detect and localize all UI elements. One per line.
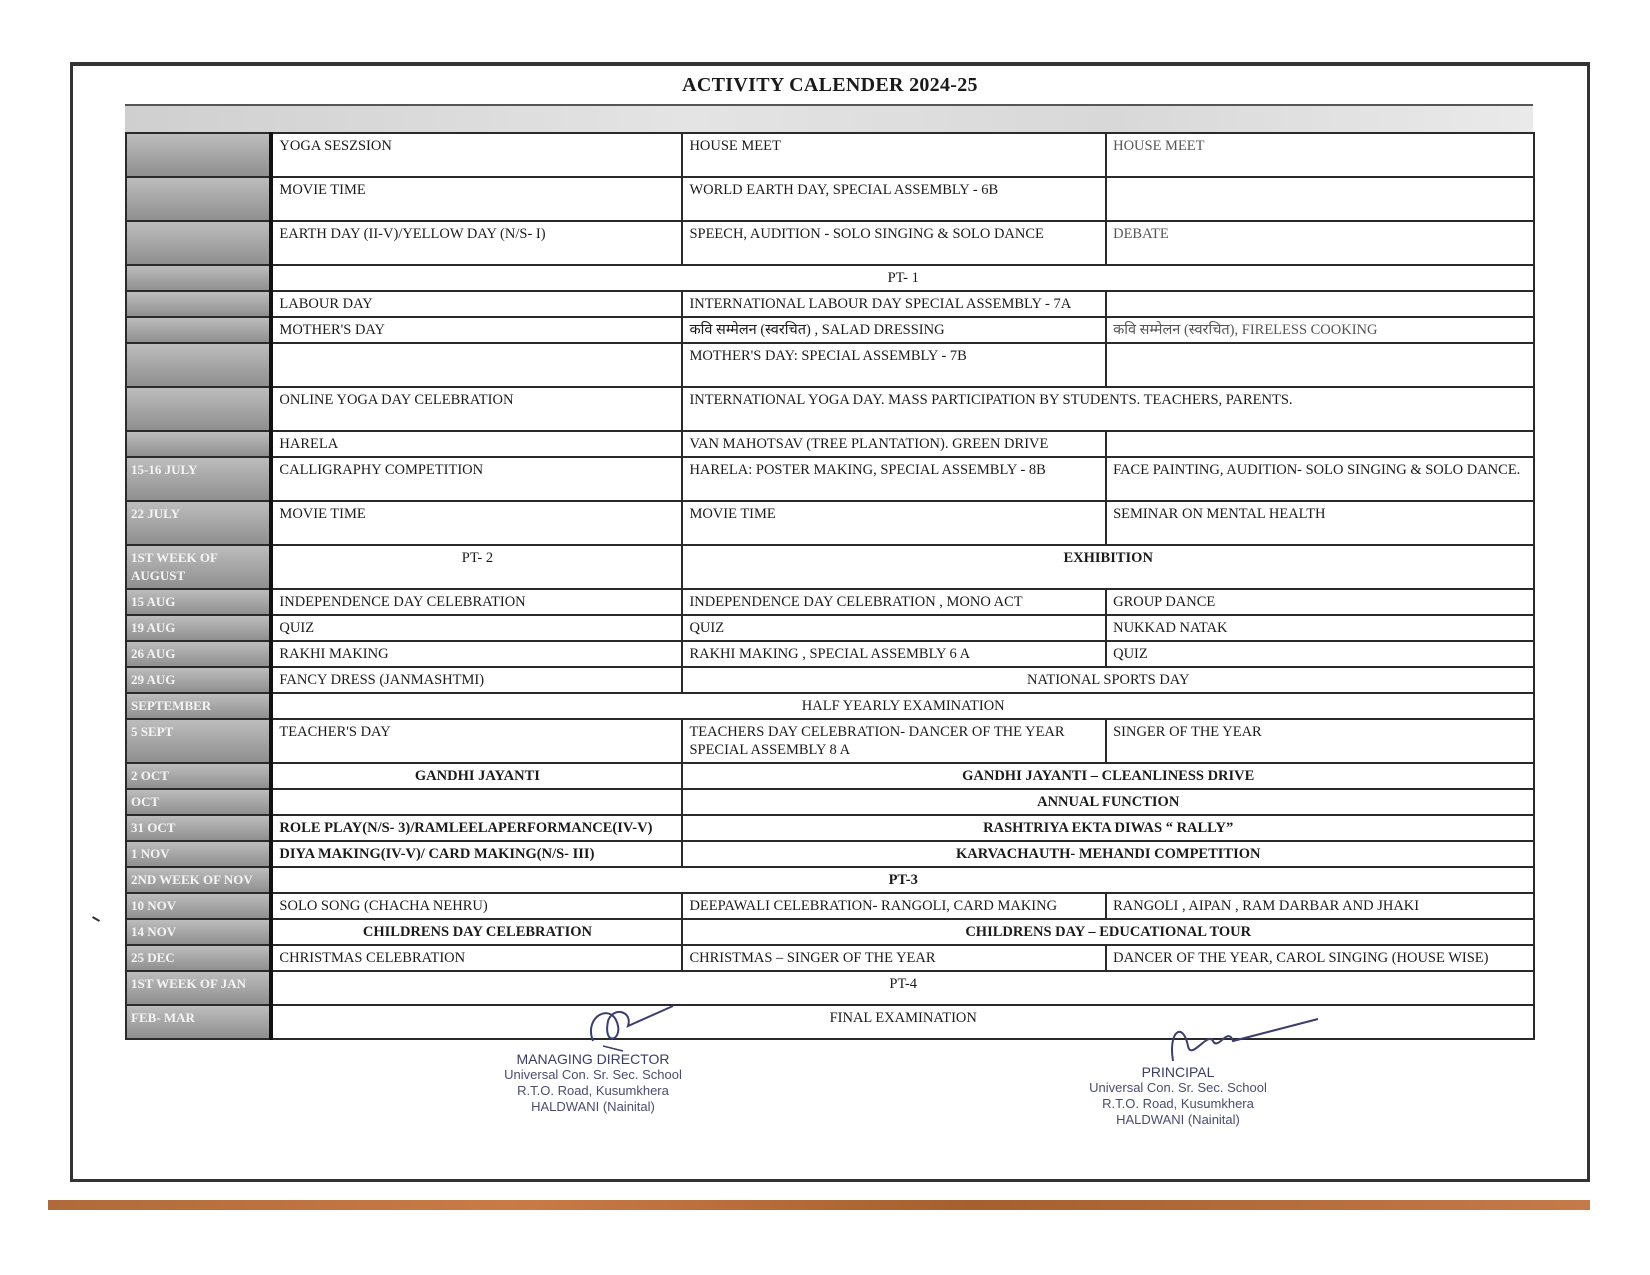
date-cell: 22 JULY	[126, 501, 271, 545]
table-row	[126, 343, 1534, 387]
activity-cell: FACE PAINTING, AUDITION- SOLO SINGING & SOLO DANCE.	[1106, 457, 1534, 501]
table-row	[126, 457, 1534, 501]
table-row	[126, 667, 1534, 693]
date-cell	[126, 317, 271, 343]
date-cell: 15 AUG	[126, 589, 271, 615]
activity-cell: INTERNATIONAL LABOUR DAY SPECIAL ASSEMBLY - 7A	[682, 291, 1106, 317]
activity-cell: GANDHI JAYANTI	[271, 763, 682, 789]
activity-cell	[271, 343, 682, 387]
date-cell	[126, 133, 271, 177]
date-cell	[126, 431, 271, 457]
activity-cell: TEACHER'S DAY	[271, 719, 682, 763]
activity-cell: DEEPAWALI CELEBRATION- RANGOLI, CARD MAKING	[682, 893, 1106, 919]
date-cell: 1 NOV	[126, 841, 271, 867]
date-cell: FEB- MAR	[126, 1005, 271, 1039]
date-cell	[126, 291, 271, 317]
merged-cell: ANNUAL FUNCTION	[682, 789, 1534, 815]
date-cell	[126, 343, 271, 387]
table-row	[126, 763, 1534, 789]
activity-cell: कवि सम्मेलन (स्वरचित) , SALAD DRESSING	[682, 317, 1106, 343]
date-cell	[126, 387, 271, 431]
activity-cell: HOUSE MEET	[1106, 133, 1534, 177]
merged-cell: RASHTRIYA EKTA DIWAS “ RALLY”	[682, 815, 1534, 841]
activity-cell: HOUSE MEET	[682, 133, 1106, 177]
managing-director-signature	[573, 996, 683, 1056]
date-cell: OCT	[126, 789, 271, 815]
managing-director-stamp	[493, 1051, 693, 1115]
activity-cell: QUIZ	[271, 615, 682, 641]
activity-cell: DANCER OF THE YEAR, CAROL SINGING (HOUSE WISE)	[1106, 945, 1534, 971]
stamp-line: R.T.O. Road, Kusumkhera	[517, 1083, 669, 1098]
table-row	[126, 431, 1534, 457]
table-row	[126, 693, 1534, 719]
activity-cell: ONLINE YOGA DAY CELEBRATION	[271, 387, 682, 431]
activity-cell: कवि सम्मेलन (स्वरचित), FIRELESS COOKING	[1106, 317, 1534, 343]
date-cell: 15-16 JULY	[126, 457, 271, 501]
activity-cell: SINGER OF THE YEAR	[1106, 719, 1534, 763]
table-row	[126, 971, 1534, 1005]
activity-cell	[1106, 343, 1534, 387]
activity-cell: MOTHER'S DAY	[271, 317, 682, 343]
table-row	[126, 841, 1534, 867]
activity-cell: DEBATE	[1106, 221, 1534, 265]
activity-cell: RAKHI MAKING	[271, 641, 682, 667]
activity-cell: LABOUR DAY	[271, 291, 682, 317]
merged-cell: PT- 1	[271, 265, 1534, 291]
activity-cell: MOTHER'S DAY: SPECIAL ASSEMBLY - 7B	[682, 343, 1106, 387]
activity-cell: ROLE PLAY(N/S- 3)/RAMLEELAPERFORMANCE(IV-V)	[271, 815, 682, 841]
table-row	[126, 945, 1534, 971]
table-row	[126, 589, 1534, 615]
table-row	[126, 387, 1534, 431]
table-row	[126, 615, 1534, 641]
activity-cell: GROUP DANCE	[1106, 589, 1534, 615]
activity-cell	[1106, 431, 1534, 457]
date-cell: 1ST WEEK OF JAN	[126, 971, 271, 1005]
date-cell: 29 AUG	[126, 667, 271, 693]
calendar-sheet	[70, 62, 1590, 1182]
principal-signature	[1153, 1011, 1323, 1071]
activity-cell: TEACHERS DAY CELEBRATION- DANCER OF THE YEAR SPECIAL ASSEMBLY 8 A	[682, 719, 1106, 763]
activity-cell: MOVIE TIME	[271, 177, 682, 221]
activity-cell: NUKKAD NATAK	[1106, 615, 1534, 641]
table-row	[126, 867, 1534, 893]
date-cell: 2 OCT	[126, 763, 271, 789]
activity-cell: EARTH DAY (II-V)/YELLOW DAY (N/S- I)	[271, 221, 682, 265]
activity-cell: INDEPENDENCE DAY CELEBRATION	[271, 589, 682, 615]
date-cell: 2ND WEEK OF NOV	[126, 867, 271, 893]
date-cell: 26 AUG	[126, 641, 271, 667]
activity-cell: SEMINAR ON MENTAL HEALTH	[1106, 501, 1534, 545]
activity-cell: CALLIGRAPHY COMPETITION	[271, 457, 682, 501]
date-cell	[126, 221, 271, 265]
stamp-role: MANAGING DIRECTOR	[516, 1051, 670, 1067]
merged-cell: INTERNATIONAL YOGA DAY. MASS PARTICIPATION BY STUDENTS. TEACHERS, PARENTS.	[682, 387, 1534, 431]
activity-cell: INDEPENDENCE DAY CELEBRATION , MONO ACT	[682, 589, 1106, 615]
table-row	[126, 893, 1534, 919]
table-row	[126, 545, 1534, 589]
merged-cell: KARVACHAUTH- MEHANDI COMPETITION	[682, 841, 1534, 867]
merged-cell: PT-4	[271, 971, 1534, 1005]
table-row	[126, 177, 1534, 221]
principal-stamp	[1078, 1064, 1278, 1128]
date-cell: 10 NOV	[126, 893, 271, 919]
date-cell: 19 AUG	[126, 615, 271, 641]
activity-cell: SPEECH, AUDITION - SOLO SINGING & SOLO DANCE	[682, 221, 1106, 265]
date-cell: SEPTEMBER	[126, 693, 271, 719]
stamp-role: PRINCIPAL	[1141, 1064, 1215, 1080]
activity-cell: CHILDRENS DAY CELEBRATION	[271, 919, 682, 945]
activity-cell: CHRISTMAS – SINGER OF THE YEAR	[682, 945, 1106, 971]
stamp-line: HALDWANI (Nainital)	[1116, 1112, 1240, 1127]
table-row	[126, 291, 1534, 317]
activity-cell	[1106, 291, 1534, 317]
table-row	[126, 317, 1534, 343]
activity-cell: RANGOLI , AIPAN , RAM DARBAR AND JHAKI	[1106, 893, 1534, 919]
table-row	[126, 265, 1534, 291]
activity-cell: QUIZ	[1106, 641, 1534, 667]
activity-cell: YOGA SESZSION	[271, 133, 682, 177]
activity-cell: RAKHI MAKING , SPECIAL ASSEMBLY 6 A	[682, 641, 1106, 667]
date-cell: 25 DEC	[126, 945, 271, 971]
activity-cell: HARELA: POSTER MAKING, SPECIAL ASSEMBLY - 8B	[682, 457, 1106, 501]
merged-cell: FINAL EXAMINATION	[271, 1005, 1534, 1039]
merged-cell: HALF YEARLY EXAMINATION	[271, 693, 1534, 719]
activity-cell: MOVIE TIME	[682, 501, 1106, 545]
stamp-line: Universal Con. Sr. Sec. School	[1089, 1080, 1267, 1095]
table-row	[126, 789, 1534, 815]
activity-cell: DIYA MAKING(IV-V)/ CARD MAKING(N/S- III)	[271, 841, 682, 867]
table-row	[126, 501, 1534, 545]
date-cell: 1ST WEEK OF AUGUST	[126, 545, 271, 589]
exhibition-cell: EXHIBITION	[682, 545, 1534, 589]
merged-cell: CHILDRENS DAY – EDUCATIONAL TOUR	[682, 919, 1534, 945]
activity-cell	[271, 789, 682, 815]
merged-cell: GANDHI JAYANTI – CLEANLINESS DRIVE	[682, 763, 1534, 789]
table-row	[126, 641, 1534, 667]
table-row	[126, 919, 1534, 945]
bottom-edge-band	[48, 1200, 1590, 1210]
activity-cell: QUIZ	[682, 615, 1106, 641]
date-cell: 14 NOV	[126, 919, 271, 945]
stamp-line: HALDWANI (Nainital)	[531, 1099, 655, 1114]
activity-cell	[1106, 177, 1534, 221]
activity-cell: HARELA	[271, 431, 682, 457]
date-cell	[126, 265, 271, 291]
activity-table	[125, 132, 1535, 1040]
activity-cell: SOLO SONG (CHACHA NEHRU)	[271, 893, 682, 919]
stamp-line: R.T.O. Road, Kusumkhera	[1102, 1096, 1254, 1111]
table-row	[126, 719, 1534, 763]
date-cell	[126, 177, 271, 221]
page-title: ACTIVITY CALENDER 2024-25	[682, 74, 978, 96]
table-row	[126, 133, 1534, 177]
stamp-line: Universal Con. Sr. Sec. School	[504, 1067, 682, 1082]
merged-cell: NATIONAL SPORTS DAY	[682, 667, 1534, 693]
date-cell: 31 OCT	[126, 815, 271, 841]
activity-cell: FANCY DRESS (JANMASHTMI)	[271, 667, 682, 693]
header-band	[125, 104, 1533, 132]
merged-cell: PT-3	[271, 867, 1534, 893]
activity-cell: PT- 2	[271, 545, 682, 589]
table-row	[126, 815, 1534, 841]
activity-cell: MOVIE TIME	[271, 501, 682, 545]
activity-cell: WORLD EARTH DAY, SPECIAL ASSEMBLY - 6B	[682, 177, 1106, 221]
table-row	[126, 221, 1534, 265]
date-cell: 5 SEPT	[126, 719, 271, 763]
activity-cell: VAN MAHOTSAV (TREE PLANTATION). GREEN DRIVE	[682, 431, 1106, 457]
activity-cell: CHRISTMAS CELEBRATION	[271, 945, 682, 971]
